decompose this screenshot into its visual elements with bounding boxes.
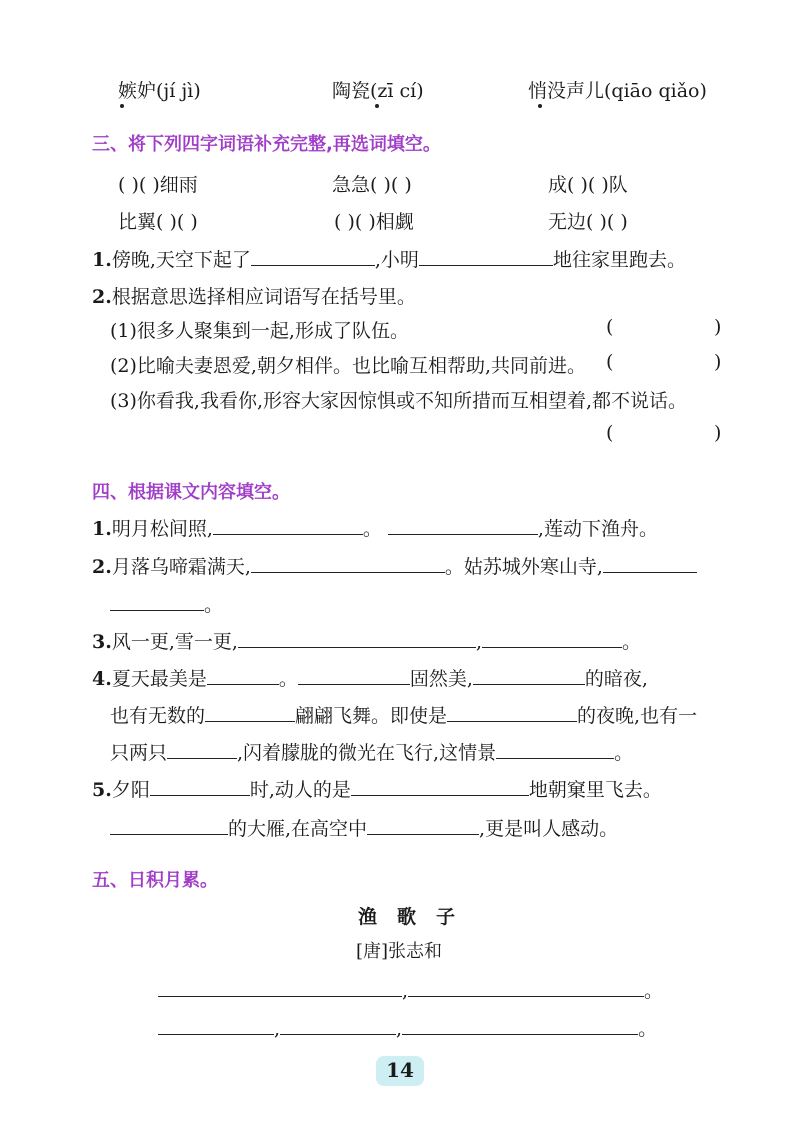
fill-blank[interactable]	[298, 664, 410, 685]
fill-blank[interactable]	[419, 245, 553, 266]
page-number: 14	[386, 1058, 414, 1082]
question-4-4: 4.夏天最美是 。 固然美, 的暗夜,	[92, 664, 648, 691]
poem-line-1: , 。	[158, 976, 663, 1003]
fill-blank[interactable]	[238, 627, 476, 648]
fill-blank[interactable]	[251, 245, 375, 266]
q2-item-1: (1)很多人聚集到一起,形成了队伍。	[110, 320, 409, 342]
question-4-5-line2: 的大雁,在高空中 ,更是叫人感动。	[110, 814, 618, 841]
emphasis-dot	[120, 104, 124, 108]
idiom-blank[interactable]: ( )( )细雨	[118, 174, 198, 196]
question-4-4-line2: 也有无数的 翩翩飞舞。即使是 的夜晚,也有一	[110, 701, 697, 728]
answer-paren-close[interactable]: )	[714, 316, 722, 338]
idiom-blank[interactable]: 急急( )( )	[332, 174, 412, 196]
idiom-blank[interactable]: ( )( )相觑	[334, 211, 414, 233]
idiom-blank[interactable]: 无边( )( )	[548, 211, 628, 233]
question-4-2-cont: 。	[110, 590, 223, 617]
fill-blank[interactable]	[402, 1014, 638, 1035]
question-4-2: 2.月落乌啼霜满天, 。姑苏城外寒山寺,	[92, 552, 697, 579]
fill-blank[interactable]	[110, 590, 204, 611]
section-4-heading: 四、根据课文内容填空。	[92, 482, 290, 503]
question-4-4-line3: 只两只 ,闪着朦胧的微光在飞行,这情景 。	[110, 738, 633, 765]
answer-paren-close[interactable]: )	[714, 351, 722, 373]
fill-blank[interactable]	[213, 514, 363, 535]
fill-blank[interactable]	[496, 738, 614, 759]
fill-blank[interactable]	[167, 738, 237, 759]
poem-author: [唐]张志和	[356, 941, 443, 962]
fill-blank[interactable]	[447, 701, 577, 722]
section-3-heading: 三、将下列四字词语补充完整,再选词填空。	[92, 134, 441, 155]
q2-item-3: (3)你看我,我看你,形容大家因惊惧或不知所措而互相望着,都不说话。	[110, 390, 688, 412]
emphasis-dot	[538, 104, 542, 108]
q2-item-2: (2)比喻夫妻恩爱,朝夕相伴。也比喻互相帮助,共同前进。	[110, 355, 586, 377]
fill-blank[interactable]	[367, 814, 479, 835]
fill-blank[interactable]	[207, 664, 279, 685]
pinyin-item-2: 陶瓷(zī cí)	[332, 80, 424, 102]
section-5-heading: 五、日积月累。	[92, 870, 218, 891]
idiom-blank[interactable]: 成( )( )队	[548, 174, 628, 196]
answer-paren-close[interactable]: )	[714, 422, 722, 444]
fill-blank[interactable]	[110, 814, 228, 835]
fill-blank[interactable]	[280, 1014, 396, 1035]
fill-blank[interactable]	[482, 627, 622, 648]
question-4-1: 1.明月松间照, 。 ,莲动下渔舟。	[92, 514, 658, 541]
question-4-5: 5.夕阳 时,动人的是 地朝窠里飞去。	[92, 775, 662, 802]
fill-blank[interactable]	[205, 701, 295, 722]
answer-paren-open[interactable]: (	[606, 351, 614, 373]
fill-blank[interactable]	[388, 514, 538, 535]
fill-blank[interactable]	[158, 976, 402, 997]
pinyin-item-3: 悄没声儿(qiāo qiǎo)	[528, 80, 707, 102]
answer-paren-open[interactable]: (	[606, 316, 614, 338]
fill-blank[interactable]	[351, 775, 529, 796]
emphasis-dot	[375, 104, 379, 108]
fill-blank[interactable]	[473, 664, 585, 685]
fill-blank[interactable]	[251, 552, 445, 573]
idiom-blank[interactable]: 比翼( )( )	[118, 211, 198, 233]
question-4-3: 3.风一更,雪一更, , 。	[92, 627, 641, 654]
poem-line-2: , , 。	[158, 1014, 657, 1041]
fill-blank[interactable]	[408, 976, 644, 997]
question-3-1: 1.傍晚,天空下起了 ,小明 地往家里跑去。	[92, 245, 686, 272]
answer-paren-open[interactable]: (	[606, 422, 614, 444]
poem-title: 渔歌子	[358, 906, 476, 928]
fill-blank[interactable]	[603, 552, 697, 573]
question-3-2: 2.根据意思选择相应词语写在括号里。	[92, 286, 416, 308]
fill-blank[interactable]	[150, 775, 250, 796]
pinyin-item-1: 嫉妒(jí jì)	[118, 80, 201, 102]
fill-blank[interactable]	[158, 1014, 274, 1035]
